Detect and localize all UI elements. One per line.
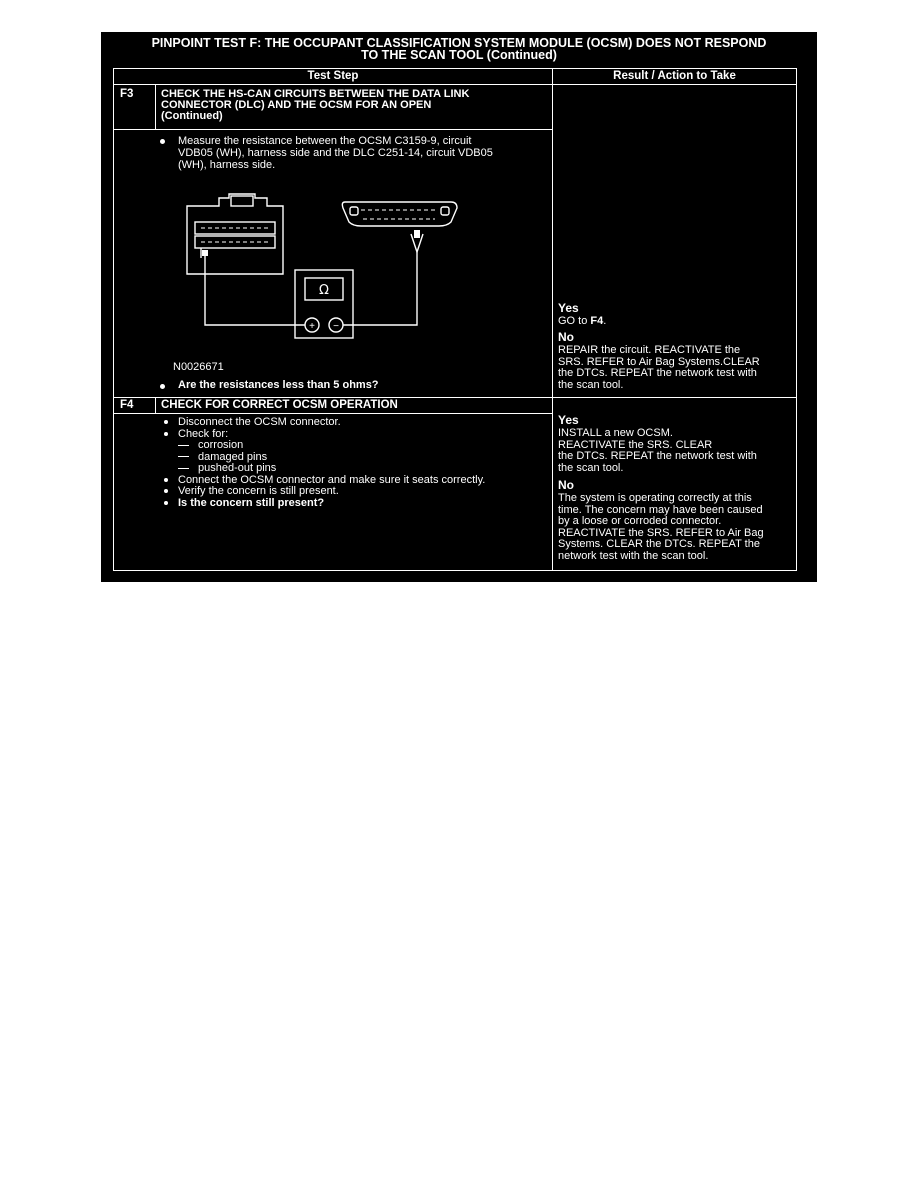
list-item: Connect the OCSM connector and make sure it seats correctly.	[160, 475, 550, 487]
no-line: by a loose or corroded connector.	[558, 515, 722, 527]
column-divider	[552, 68, 553, 571]
f4-no-action	[558, 493, 764, 562]
f3-yes-action	[558, 316, 606, 327]
f3-bottom-border	[113, 397, 797, 398]
f3-title-line: (Continued)	[161, 110, 223, 122]
header-test-step: Test Step	[307, 70, 359, 82]
title-line-1: PINPOINT TEST F: THE OCCUPANT CLASSIFICATION SYSTEM MODULE (OCSM) DOES NOT RESPOND	[151, 36, 767, 50]
f4-id-divider	[155, 397, 156, 414]
f3-id-divider	[155, 84, 156, 130]
header-result: Result / Action to Take	[613, 70, 736, 82]
check-pushed-out-pins: pushed-out pins	[198, 462, 277, 474]
no-line: REPAIR the circuit. REACTIVATE the	[558, 344, 741, 356]
no-line: the scan tool.	[558, 378, 624, 391]
yes-line: the DTCs. REPEAT the network test with	[558, 450, 757, 462]
bullet	[160, 384, 165, 389]
instruction-line: VDB05 (WH), harness side and the DLC C251-14, circuit VDB05	[178, 147, 493, 159]
f3-step-instruction	[178, 135, 493, 171]
no-line: SRS. REFER to Air Bag Systems.CLEAR	[558, 355, 760, 368]
yes-line: REACTIVATE the SRS. CLEAR	[558, 438, 713, 451]
title-line-2: TO THE SCAN TOOL (Continued)	[361, 48, 557, 62]
yes-line: INSTALL a new OCSM.	[558, 427, 673, 439]
instruction-line: (WH), harness side.	[178, 159, 276, 171]
no-line: Systems. CLEAR the DTCs. REPEAT the	[558, 538, 760, 550]
f3-step-title	[161, 89, 469, 122]
page-title	[101, 37, 817, 61]
list-item: Check for:	[160, 429, 550, 441]
f3-title-bottom-border	[113, 129, 552, 130]
dlc-connector-body	[342, 202, 457, 226]
f4-title-bottom-border	[113, 413, 552, 414]
ohm-symbol: Ω	[319, 283, 329, 298]
check-damaged-pins: damaged pins	[198, 450, 268, 463]
figure-id: N0026671	[173, 361, 224, 373]
multimeter-body	[295, 270, 353, 338]
f3-step-id: F3	[120, 88, 134, 100]
f4-yes-action	[558, 428, 757, 474]
f4-no-label: No	[558, 478, 574, 492]
table-left-border	[113, 68, 114, 571]
f3-title-line: CONNECTOR (DLC) AND THE OCSM FOR AN OPEN	[161, 99, 432, 111]
f3-title-line: CHECK THE HS-CAN CIRCUITS BETWEEN THE DATA LINK	[161, 88, 470, 100]
f4-step-id: F4	[120, 399, 134, 411]
no-line: time. The concern may have been caused	[558, 503, 763, 516]
f4-step-list	[160, 417, 550, 509]
table-top-border	[113, 68, 797, 69]
f3-no-action	[558, 345, 760, 391]
no-line: network test with the scan tool.	[558, 549, 709, 562]
f4-step-title: CHECK FOR CORRECT OCSM OPERATION	[161, 399, 398, 411]
list-item: Disconnect the OCSM connector.	[160, 417, 550, 429]
table-bottom-border	[113, 570, 797, 571]
yes-text: .	[603, 315, 607, 327]
f3-yes-label: Yes	[558, 301, 579, 315]
list-item: Verify the concern is still present.	[160, 486, 550, 498]
yes-link-step: F4	[590, 315, 604, 327]
meter-minus-jack: −	[333, 321, 339, 332]
check-corrosion: corrosion	[198, 439, 244, 451]
instruction-line: Measure the resistance between the OCSM C3159-9, circuit	[178, 135, 472, 147]
meter-plus-jack: +	[309, 321, 315, 332]
list-item	[160, 463, 550, 475]
f4-question: Is the concern still present?	[160, 498, 550, 510]
wiring-diagram	[181, 192, 461, 352]
header-bottom-border	[113, 84, 797, 85]
yes-text: GO to	[558, 315, 591, 327]
pinpoint-test-sheet	[101, 32, 817, 582]
table-right-border	[796, 68, 797, 571]
no-line: REACTIVATE the SRS. REFER to Air Bag	[558, 526, 764, 539]
yes-line: the scan tool.	[558, 461, 624, 474]
no-line: the DTCs. REPEAT the network test with	[558, 367, 757, 379]
f3-no-label: No	[558, 330, 574, 344]
f4-yes-label: Yes	[558, 413, 579, 427]
f3-question: Are the resistances less than 5 ohms?	[178, 379, 379, 391]
no-line: The system is operating correctly at this	[558, 492, 752, 504]
bullet	[160, 139, 165, 144]
